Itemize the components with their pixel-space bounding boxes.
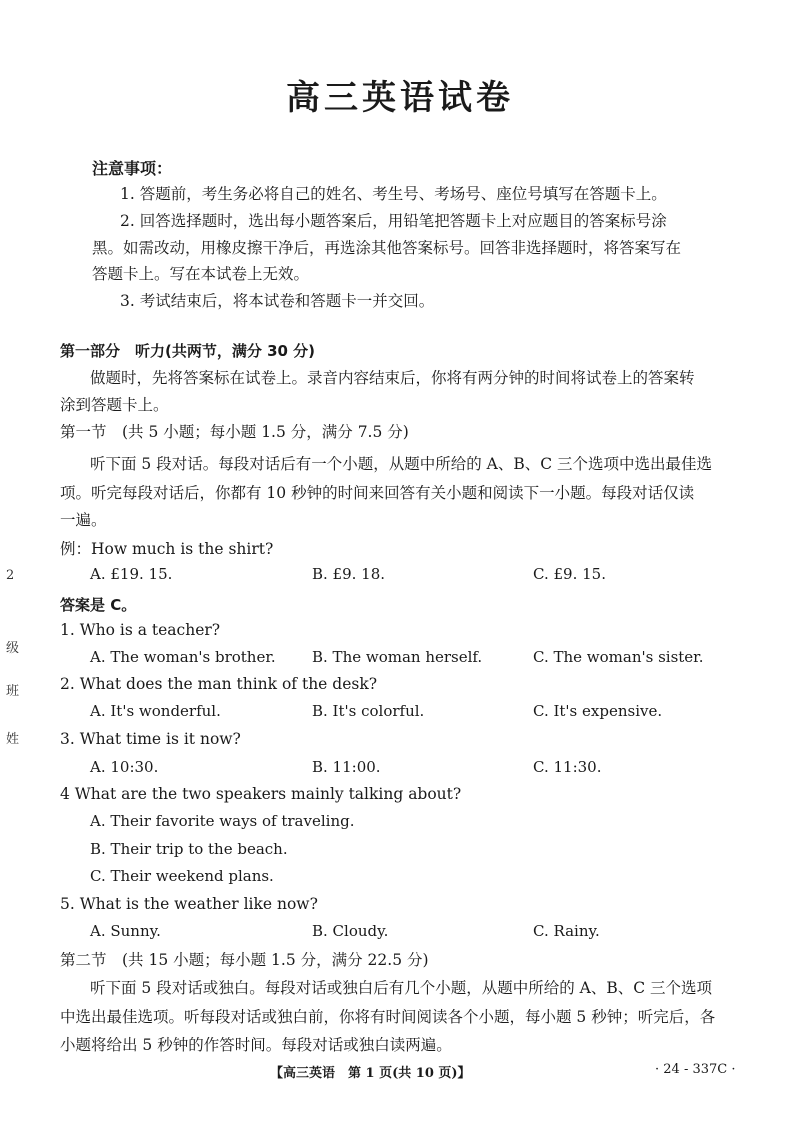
q4-option-b: B. Their trip to the beach. bbox=[90, 840, 288, 858]
section2-heading: 第二节 (共 15 小题；每小题 1.5 分，满分 22.5 分) bbox=[60, 951, 429, 969]
q2-option-a: A. It's wonderful. bbox=[90, 702, 221, 720]
question-5: 5. What is the weather like now? bbox=[60, 895, 318, 913]
example-question: 例：How much is the shirt? bbox=[60, 540, 274, 558]
section2-intro-line-1: 听下面 5 段对话或独白。每段对话或独白后有几个小题，从题中所给的 A、B、C 三个选项 bbox=[90, 979, 713, 997]
q1-option-a: A. The woman's brother. bbox=[90, 648, 276, 666]
q1-option-b: B. The woman herself. bbox=[312, 648, 483, 666]
margin-mark-4: 姓 bbox=[6, 732, 20, 747]
q1-option-c: C. The woman's sister. bbox=[533, 648, 704, 666]
notice-item-1: 1. 答题前，考生务必将自己的姓名、考生号、考场号、座位号填写在答题卡上。 bbox=[120, 185, 667, 203]
section1-intro-line-2: 项。听完每段对话后，你都有 10 秒钟的时间来回答有关小题和阅读下一小题。每段对话仅读 bbox=[60, 484, 695, 502]
question-3: 3. What time is it now? bbox=[60, 730, 241, 748]
margin-mark-2: 级 bbox=[6, 641, 20, 656]
part1-intro-line-1: 做题时，先将答案标在试卷上。录音内容结束后，你将有两分钟的时间将试卷上的答案转 bbox=[90, 369, 695, 387]
question-4: 4 What are the two speakers mainly talking about? bbox=[60, 785, 462, 803]
footer-code: · 24 - 337C · bbox=[655, 1062, 736, 1077]
footer-page-info: 【高三英语 第 1 页(共 10 页)】 bbox=[270, 1066, 471, 1081]
part1-intro-line-2: 涂到答题卡上。 bbox=[60, 396, 169, 414]
question-2: 2. What does the man think of the desk? bbox=[60, 675, 378, 693]
q4-option-a: A. Their favorite ways of traveling. bbox=[90, 812, 355, 830]
q3-option-c: C. 11:30. bbox=[533, 758, 602, 776]
section1-heading: 第一节 (共 5 小题；每小题 1.5 分，满分 7.5 分) bbox=[60, 423, 409, 441]
q3-option-b: B. 11:00. bbox=[312, 758, 381, 776]
margin-mark-1: 2 bbox=[6, 568, 15, 583]
margin-mark-3: 班 bbox=[6, 684, 20, 699]
example-option-a: A. £19. 15. bbox=[90, 565, 173, 583]
section2-intro-line-3: 小题将给出 5 秒钟的作答时间。每段对话或独白读两遍。 bbox=[60, 1036, 452, 1054]
question-1: 1. Who is a teacher? bbox=[60, 621, 221, 639]
section2-intro-line-2: 中选出最佳选项。听每段对话或独白前，你将有时间阅读各个小题，每小题 5 秒钟；听完后，各 bbox=[60, 1008, 716, 1026]
page-title: 高三英语试卷 bbox=[286, 78, 514, 118]
q5-option-b: B. Cloudy. bbox=[312, 922, 389, 940]
q5-option-a: A. Sunny. bbox=[90, 922, 161, 940]
example-answer: 答案是 C。 bbox=[60, 596, 137, 614]
notice-item-3: 3. 考试结束后，将本试卷和答题卡一并交回。 bbox=[120, 292, 435, 310]
notice-item-2-line-2: 黑。如需改动，用橡皮擦干净后，再选涂其他答案标号。回答非选择题时，将答案写在 bbox=[92, 239, 682, 257]
part1-heading: 第一部分 听力(共两节，满分 30 分) bbox=[60, 342, 316, 360]
q4-option-c: C. Their weekend plans. bbox=[90, 867, 274, 885]
q2-option-c: C. It's expensive. bbox=[533, 702, 663, 720]
q2-option-b: B. It's colorful. bbox=[312, 702, 425, 720]
example-option-b: B. £9. 18. bbox=[312, 565, 386, 583]
notice-heading: 注意事项： bbox=[92, 159, 173, 178]
notice-item-2-line-3: 答题卡上。写在本试卷上无效。 bbox=[92, 265, 310, 283]
notice-item-2-line-1: 2. 回答选择题时，选出每小题答案后，用铅笔把答题卡上对应题目的答案标号涂 bbox=[120, 212, 667, 230]
q5-option-c: C. Rainy. bbox=[533, 922, 600, 940]
section1-intro-line-3: 一遍。 bbox=[60, 511, 107, 529]
example-option-c: C. £9. 15. bbox=[533, 565, 606, 583]
q3-option-a: A. 10:30. bbox=[90, 758, 159, 776]
section1-intro-line-1: 听下面 5 段对话。每段对话后有一个小题，从题中所给的 A、B、C 三个选项中选出最佳选 bbox=[90, 455, 713, 473]
